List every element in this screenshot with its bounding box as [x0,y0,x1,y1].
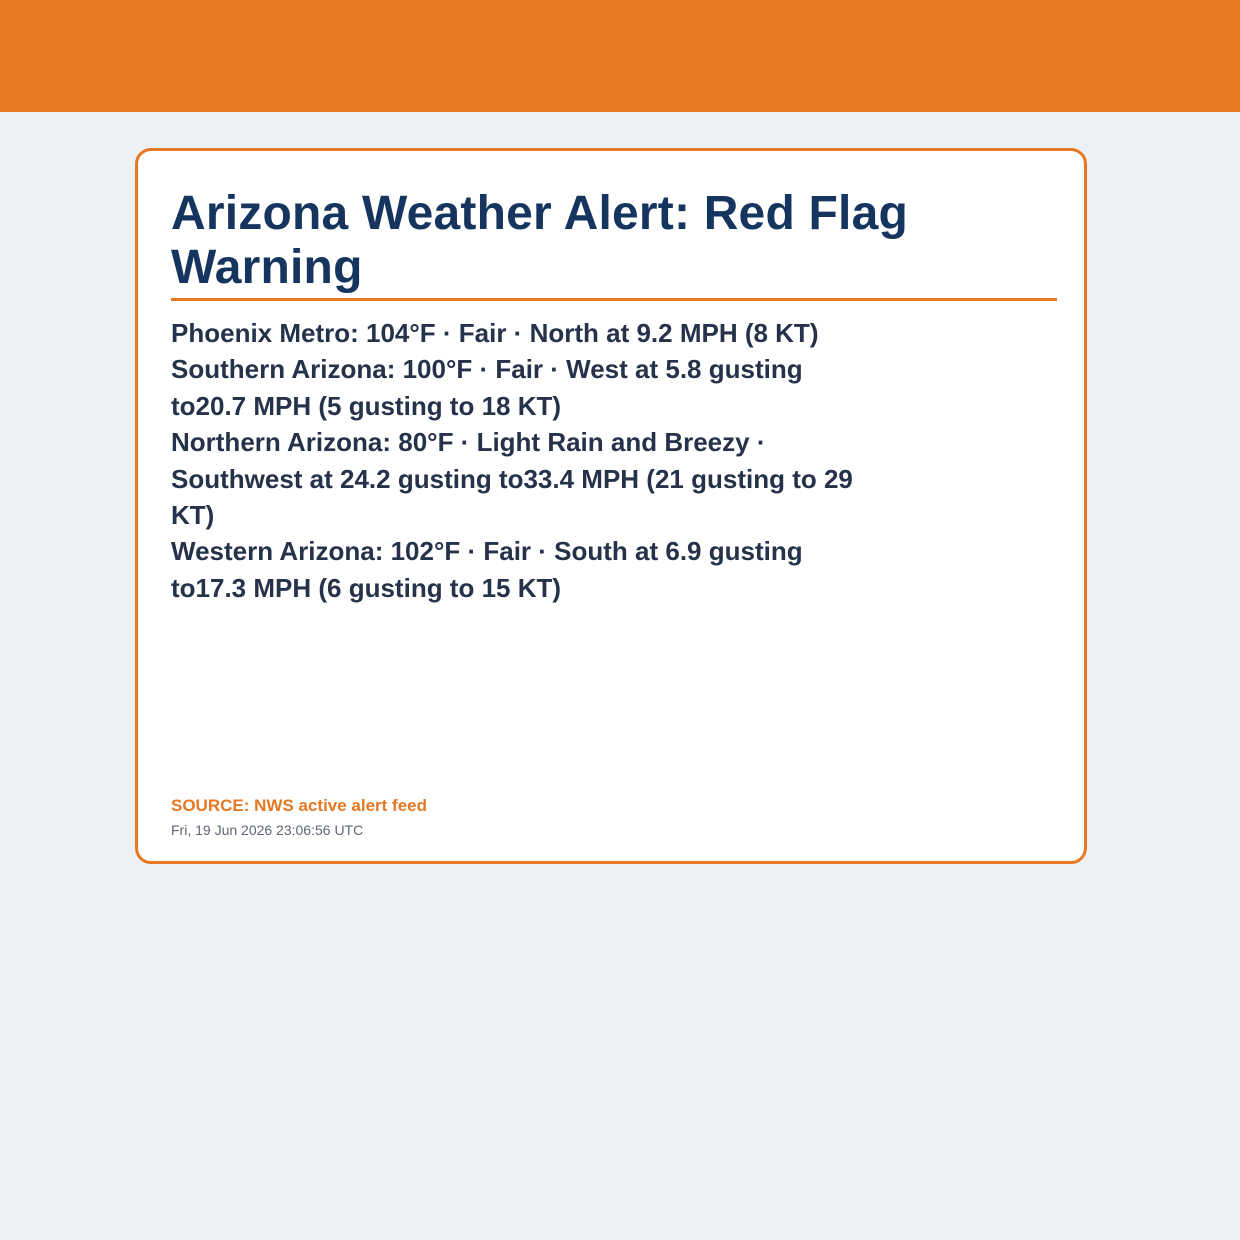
region-western-arizona: Western Arizona: 102°F · Fair · South at 6.9 gusting to17.3 MPH (6 gusting to 15 KT) [171,536,803,603]
alert-title: Arizona Weather Alert: Red Flag Warning [171,187,908,294]
source-label: SOURCE: NWS active alert feed [171,796,428,815]
timestamp: Fri, 19 Jun 2026 23:06:56 UTC [171,822,364,838]
region-southern-arizona: Southern Arizona: 100°F · Fair · West at 5.8 gusting to20.7 MPH (5 gusting to 18 KT) [171,354,803,421]
top-banner [0,0,1240,112]
title-divider [171,298,1057,301]
alert-card [135,148,1087,864]
region-northern-arizona: Northern Arizona: 80°F · Light Rain and Breezy · Southwest at 24.2 gusting to33.4 MPH (21 gusting to 29 KT) [171,427,853,531]
region-conditions-list [171,315,883,606]
region-phoenix-metro: Phoenix Metro: 104°F · Fair · North at 9.2 MPH (8 KT) [171,318,819,348]
